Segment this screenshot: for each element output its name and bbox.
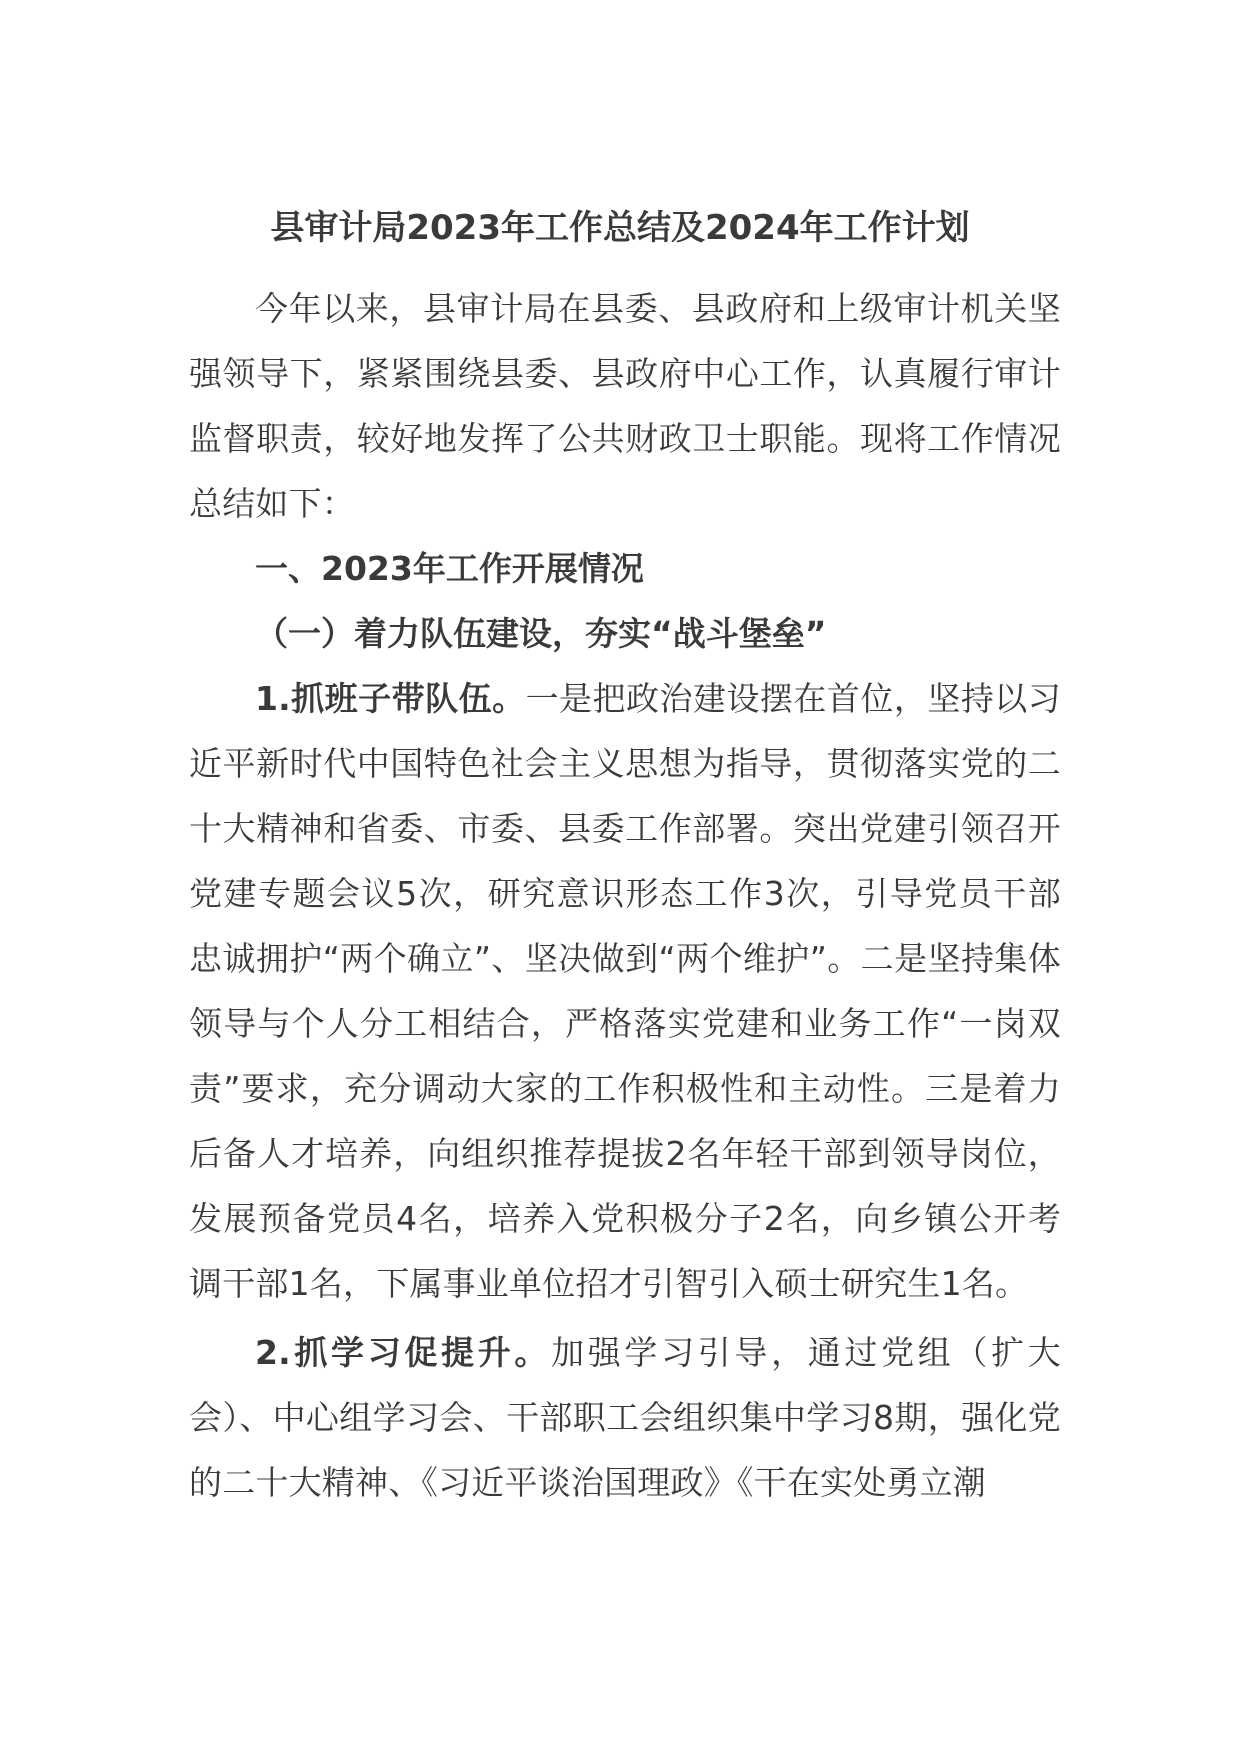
document-body <box>189 276 1061 1515</box>
item-lead-2: 2.抓学习促提升。 <box>255 1333 552 1372</box>
item-paragraph-1 <box>189 666 1061 1316</box>
item-paragraph-2 <box>189 1320 1061 1515</box>
subsection-heading: （一）着力队伍建设，夯实“战斗堡垒” <box>255 614 827 653</box>
intro-paragraph: 今年以来，县审计局在县委、县政府和上级审计机关坚强领导下，紧紧围绕县委、县政府中心工作，认真履行审计监督职责，较好地发挥了公共财政卫士职能。现将工作情况总结如下： <box>189 289 1061 523</box>
section-heading: 一、2023年工作开展情况 <box>255 549 644 588</box>
document-title: 县审计局2023年工作总结及2024年工作计划 <box>270 208 970 248</box>
item-text-1: 一是把政治建设摆在首位，坚持以习近平新时代中国特色社会主义思想为指导，贯彻落实党的二十大精神和省委、市委、县委工作部署。突出党建引领召开党建专题会议5次，研究意识形态工作3次，引导党员干部忠诚拥护“两个确立”、坚决做到“两个维护”。二是坚持集体领导与个人分工相结合，严格落实党建和业务工作“一岗双责”要求，充分调动大家的工作积极性和主动性。三是着力后备人才培养，向组织推荐提拔2名年轻干部到领导岗位，发展预备党员4名，培养入党积极分子2名，向乡镇公开考调干部1名，下属事业单位招才引智引入硕士研究生1名。 <box>189 679 1061 1303</box>
item-text-2: 加强学习引导，通过党组（扩大会）、中心组学习会、干部职工会组织集中学习8期，强化党的二十大精神、《习近平谈治国理政》《干在实处勇立潮 <box>189 1333 1061 1502</box>
item-lead-1: 1.抓班子带队伍。 <box>255 679 526 718</box>
